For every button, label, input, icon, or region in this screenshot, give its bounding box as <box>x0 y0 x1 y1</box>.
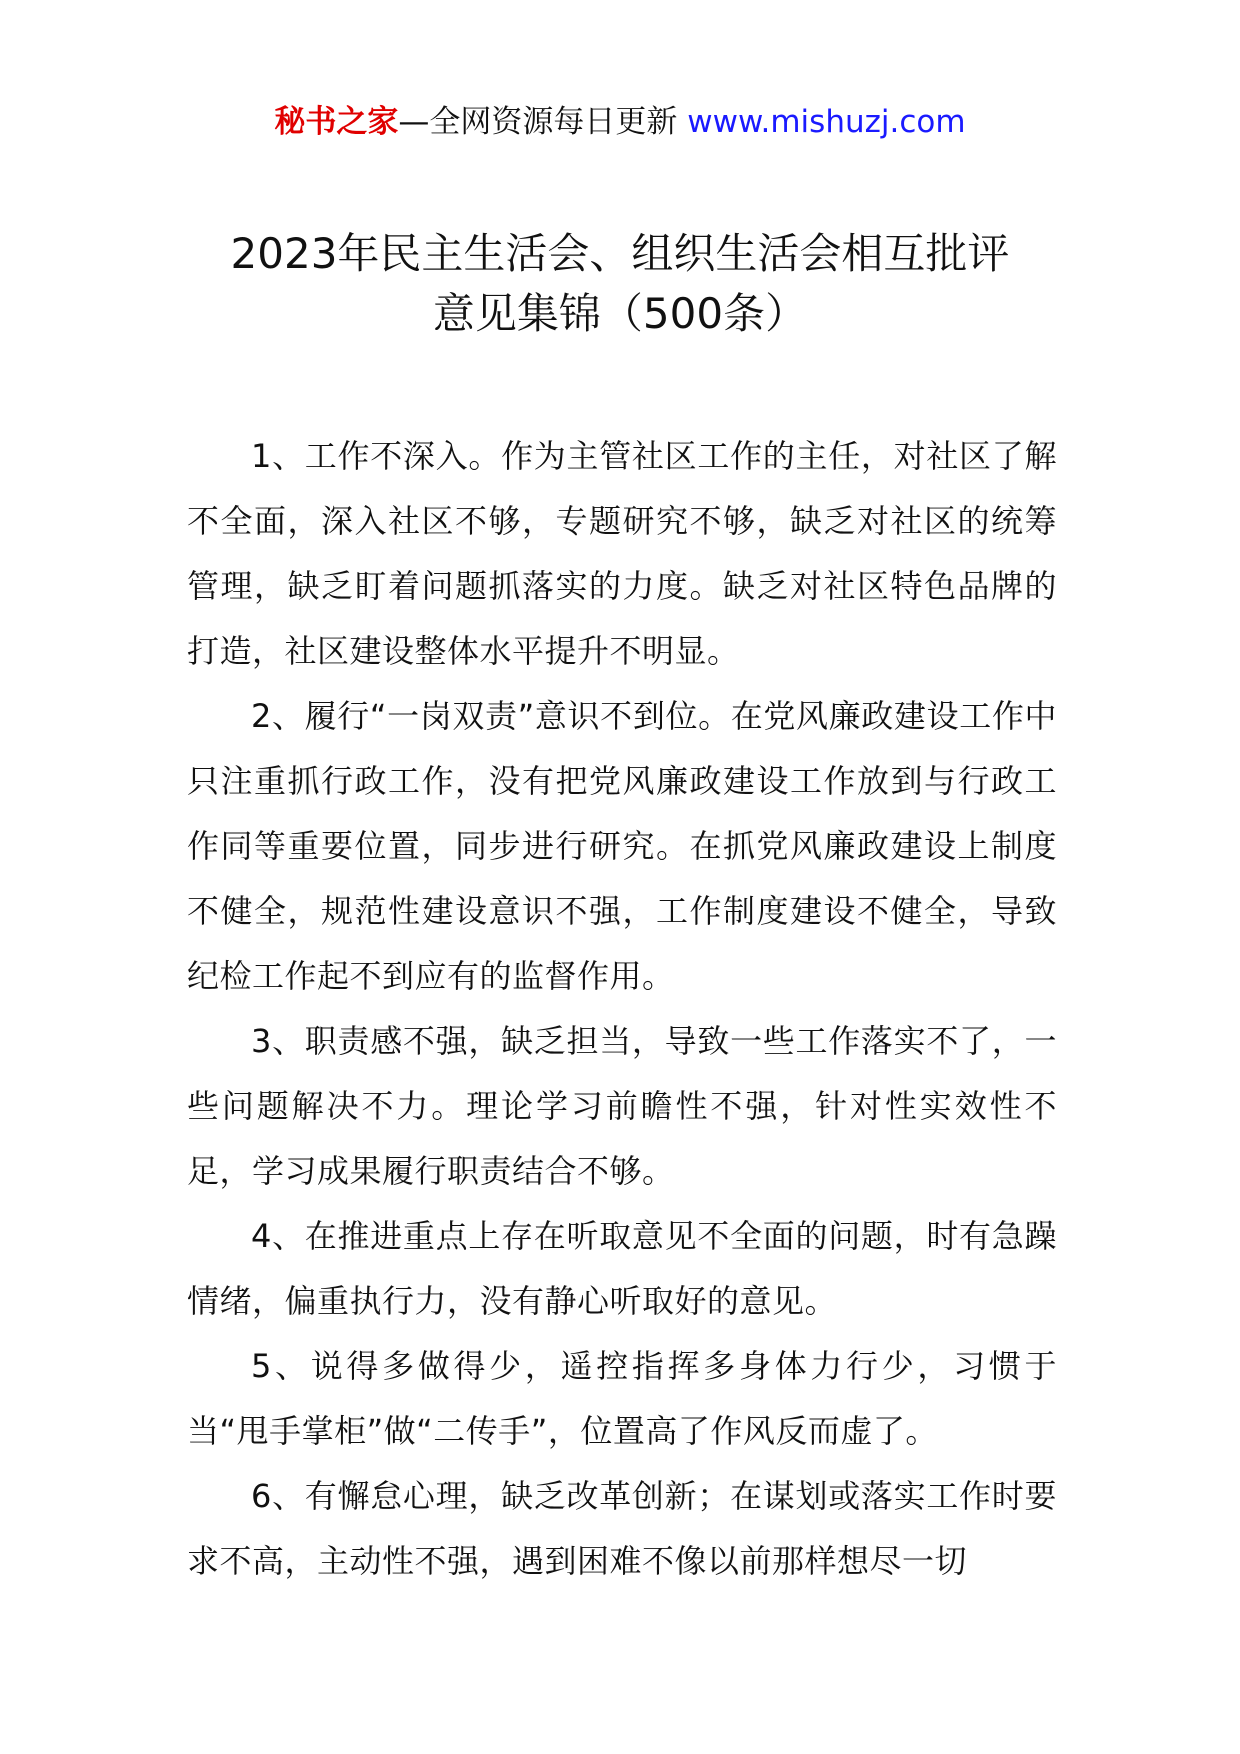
site-name: 秘书之家 <box>274 104 399 140</box>
title-line-2: 意见集锦（500条） <box>432 289 808 338</box>
document-title <box>150 224 1090 344</box>
paragraph-4: 4、在推进重点上存在听取意见不全面的问题，时有急躁情绪，偏重执行力，没有静心听取好的意见。 <box>187 1217 1057 1320</box>
paragraph-5: 5、说得多做得少，遥控指挥多身体力行少，习惯于当“甩手掌柜”做“二传手”，位置高了作风反而虚了。 <box>187 1347 1057 1450</box>
site-url-link[interactable]: www.mishuzj.com <box>687 104 966 140</box>
site-header <box>0 100 1240 144</box>
title-line-1: 2023年民主生活会、组织生活会相互批评 <box>230 229 1010 278</box>
paragraph-3: 3、职责感不强，缺乏担当，导致一些工作落实不了，一些问题解决不力。理论学习前瞻性不强，针对性实效性不足，学习成果履行职责结合不够。 <box>187 1022 1057 1190</box>
document-body <box>187 424 1057 1594</box>
paragraph-1: 1、工作不深入。作为主管社区工作的主任，对社区了解不全面，深入社区不够，专题研究不够，缺乏对社区的统筹管理，缺乏盯着问题抓落实的力度。缺乏对社区特色品牌的打造，社区建设整体水平提升不明显。 <box>187 437 1057 670</box>
paragraph-2: 2、履行“一岗双责”意识不到位。在党风廉政建设工作中只注重抓行政工作，没有把党风廉政建设工作放到与行政工作同等重要位置，同步进行研究。在抓党风廉政建设上制度不健全，规范性建设意识不强，工作制度建设不健全，导致纪检工作起不到应有的监督作用。 <box>187 697 1057 995</box>
paragraph-6: 6、有懈怠心理，缺乏改革创新；在谋划或落实工作时要求不高，主动性不强，遇到困难不像以前那样想尽一切 <box>187 1477 1057 1580</box>
site-tagline: —全网资源每日更新 <box>398 104 688 140</box>
